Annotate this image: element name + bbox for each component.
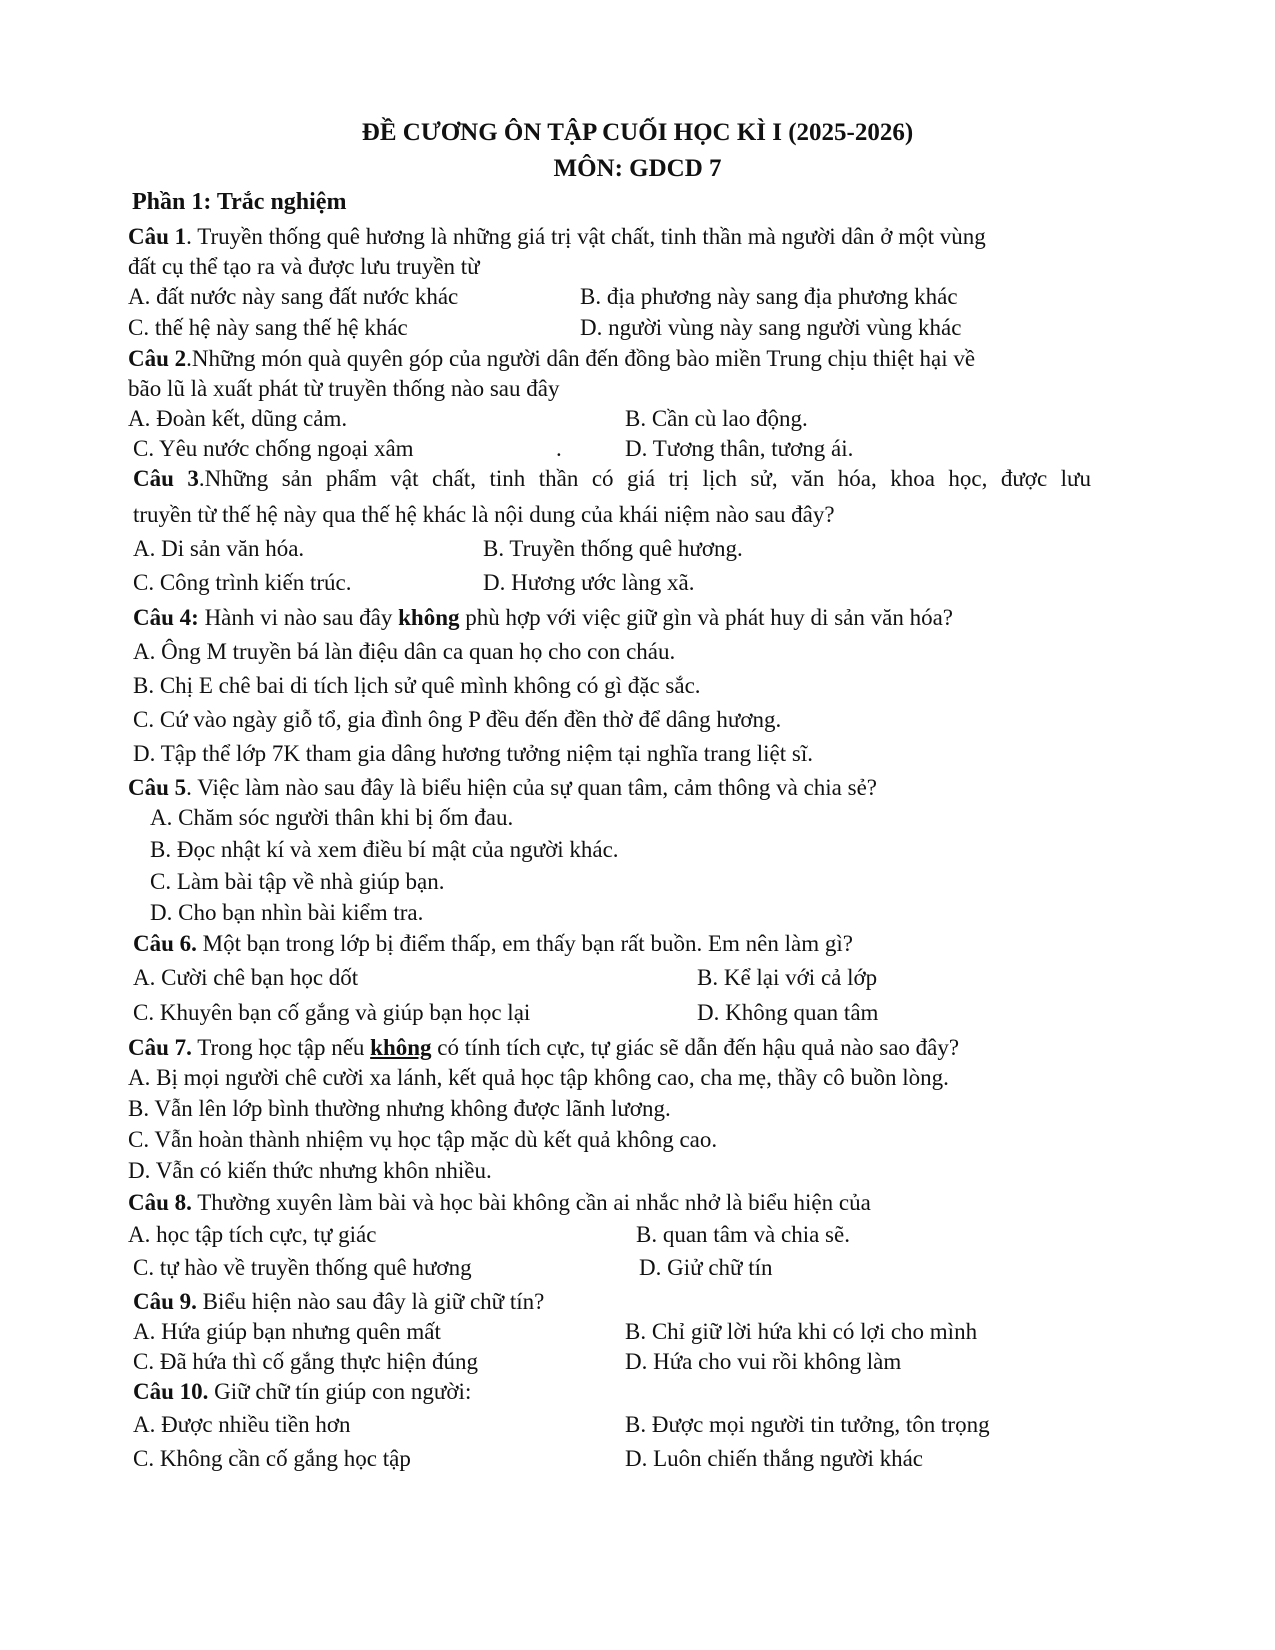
option-2a: A. Đoàn kết, dũng cảm. <box>128 406 348 431</box>
question-5-label: Câu 5 <box>128 775 187 800</box>
question-4 <box>133 604 953 632</box>
question-9-label: Câu 9. <box>133 1289 197 1314</box>
subject-title: MÔN: GDCD 7 <box>553 155 722 182</box>
question-10 <box>133 1378 471 1406</box>
option-7c: C. Vẫn hoàn thành nhiệm vụ học tập mặc dù kết quả không cao. <box>128 1127 718 1152</box>
option-9d: D. Hứa cho vui rồi không làm <box>625 1349 902 1374</box>
question-1 <box>128 223 986 251</box>
question-9 <box>133 1288 544 1316</box>
question-10-text: Giữ chữ tín giúp con người: <box>208 1379 472 1404</box>
question-2-text: .Những món quà quyên góp của người dân đến đồng bào miền Trung chịu thiệt hại về <box>186 346 976 371</box>
question-2 <box>128 345 975 373</box>
option-9b: B. Chỉ giữ lời hứa khi có lợi cho mình <box>625 1319 978 1344</box>
option-7b: B. Vẫn lên lớp bình thường nhưng không được lãnh lương. <box>128 1096 671 1121</box>
question-7 <box>128 1034 959 1062</box>
option-10c: C. Không cần cố gắng học tập <box>133 1446 411 1471</box>
question-7-label: Câu 7. <box>128 1035 192 1060</box>
question-8-label: Câu 8. <box>128 1190 192 1215</box>
option-8b: B. quan tâm và chia sẽ. <box>636 1222 850 1247</box>
option-2c: C. Yêu nước chống ngoại xâm <box>133 436 414 461</box>
option-3b: B. Truyền thống quê hương. <box>483 536 743 561</box>
option-3a: A. Di sản văn hóa. <box>133 536 305 561</box>
option-5b: B. Đọc nhật kí và xem điều bí mật của người khác. <box>150 837 619 862</box>
question-3 <box>133 465 1091 493</box>
option-7a: A. Bị mọi người chê cười xa lánh, kết quả học tập không cao, cha mẹ, thầy cô buồn lòng. <box>128 1065 949 1090</box>
question-2-text-cont: bão lũ là xuất phát từ truyền thống nào sau đây <box>128 376 560 401</box>
option-6d: D. Không quan tâm <box>697 1000 879 1025</box>
option-2d: D. Tương thân, tương ái. <box>625 436 854 461</box>
document-title: ĐỀ CƯƠNG ÔN TẬP CUỐI HỌC KÌ I (2025-2026) <box>361 119 914 146</box>
question-1-text-cont: đất cụ thể tạo ra và được lưu truyền từ <box>128 254 480 279</box>
question-6-label: Câu 6. <box>133 931 197 956</box>
question-4-emphasis: không <box>398 605 460 630</box>
question-8 <box>128 1189 871 1217</box>
question-1-label: Câu 1 <box>128 224 187 249</box>
question-6 <box>133 930 853 958</box>
option-8d: D. Giử chữ tín <box>639 1255 773 1280</box>
option-10d: D. Luôn chiến thắng người khác <box>625 1446 924 1471</box>
question-10-label: Câu 10. <box>133 1379 209 1404</box>
option-1c: C. thế hệ này sang thế hệ khác <box>128 315 408 340</box>
question-2-label: Câu 2 <box>128 346 187 371</box>
option-4c: C. Cứ vào ngày giỗ tổ, gia đình ông P đều đến đền thờ để dâng hương. <box>133 707 782 732</box>
question-3-label: Câu 3 <box>133 466 199 491</box>
option-8a: A. học tập tích cực, tự giác <box>128 1222 377 1247</box>
option-6b: B. Kể lại với cả lớp <box>697 965 878 990</box>
option-9c: C. Đã hứa thì cố gắng thực hiện đúng <box>133 1349 478 1374</box>
question-4-text-before: Hành vi nào sau đây <box>198 605 399 630</box>
option-4d: D. Tập thể lớp 7K tham gia dâng hương tưởng niệm tại nghĩa trang liệt sĩ. <box>133 741 813 766</box>
option-1b: B. địa phương này sang địa phương khác <box>580 284 958 309</box>
option-9a: A. Hứa giúp bạn nhưng quên mất <box>133 1319 441 1344</box>
question-7-text-before: Trong học tập nếu <box>191 1035 371 1060</box>
question-7-text-after: có tính tích cực, tự giác sẽ dẫn đến hậu quả nào sao đây? <box>431 1035 960 1060</box>
option-7d: D. Vẫn có kiến thức nhưng khôn nhiều. <box>128 1158 492 1183</box>
stray-mark: . <box>556 436 562 461</box>
option-5c: C. Làm bài tập về nhà giúp bạn. <box>150 869 445 894</box>
option-10b: B. Được mọi người tin tưởng, tôn trọng <box>625 1412 990 1437</box>
question-4-text-after: phù hợp với việc giữ gìn và phát huy di sản văn hóa? <box>459 605 953 630</box>
option-5d: D. Cho bạn nhìn bài kiểm tra. <box>150 900 424 925</box>
option-3c: C. Công trình kiến trúc. <box>133 570 352 595</box>
option-8c: C. tự hào về truyền thống quê hương <box>133 1255 472 1280</box>
question-8-text: Thường xuyên làm bài và học bài không cần ai nhắc nhở là biểu hiện của <box>191 1190 871 1215</box>
question-3-text-cont: truyền từ thế hệ này qua thế hệ khác là nội dung của khái niệm nào sau đây? <box>133 502 835 527</box>
section-heading: Phần 1: Trắc nghiệm <box>132 189 347 215</box>
option-5a: A. Chăm sóc người thân khi bị ốm đau. <box>150 805 514 830</box>
option-1a: A. đất nước này sang đất nước khác <box>128 284 459 309</box>
option-6c: C. Khuyên bạn cố gắng và giúp bạn học lại <box>133 1000 531 1025</box>
option-3d: D. Hương ước làng xã. <box>483 570 695 595</box>
question-5-text: . Việc làm nào sau đây là biểu hiện của sự quan tâm, cảm thông và chia sẻ? <box>186 775 877 800</box>
question-1-text: . Truyền thống quê hương là những giá trị vật chất, tinh thần mà người dân ở một vùng <box>186 224 986 249</box>
option-4a: A. Ông M truyền bá làn điệu dân ca quan họ cho con cháu. <box>133 639 676 664</box>
question-7-emphasis: không <box>370 1035 432 1060</box>
option-4b: B. Chị E chê bai di tích lịch sử quê mình không có gì đặc sắc. <box>133 673 701 698</box>
question-9-text: Biểu hiện nào sau đây là giữ chữ tín? <box>196 1289 545 1314</box>
option-1d: D. người vùng này sang người vùng khác <box>580 315 962 340</box>
question-4-label: Câu 4: <box>133 605 199 630</box>
option-2b: B. Cần cù lao động. <box>625 406 808 431</box>
question-3-text: .Những sản phẩm vật chất, tinh thần có giá trị lịch sử, văn hóa, khoa học, được lưu <box>198 466 1092 491</box>
question-5 <box>128 774 877 802</box>
option-6a: A. Cười chê bạn học dốt <box>133 965 359 990</box>
option-10a: A. Được nhiều tiền hơn <box>133 1412 351 1437</box>
question-6-text: Một bạn trong lớp bị điểm thấp, em thấy bạn rất buồn. Em nên làm gì? <box>196 931 853 956</box>
